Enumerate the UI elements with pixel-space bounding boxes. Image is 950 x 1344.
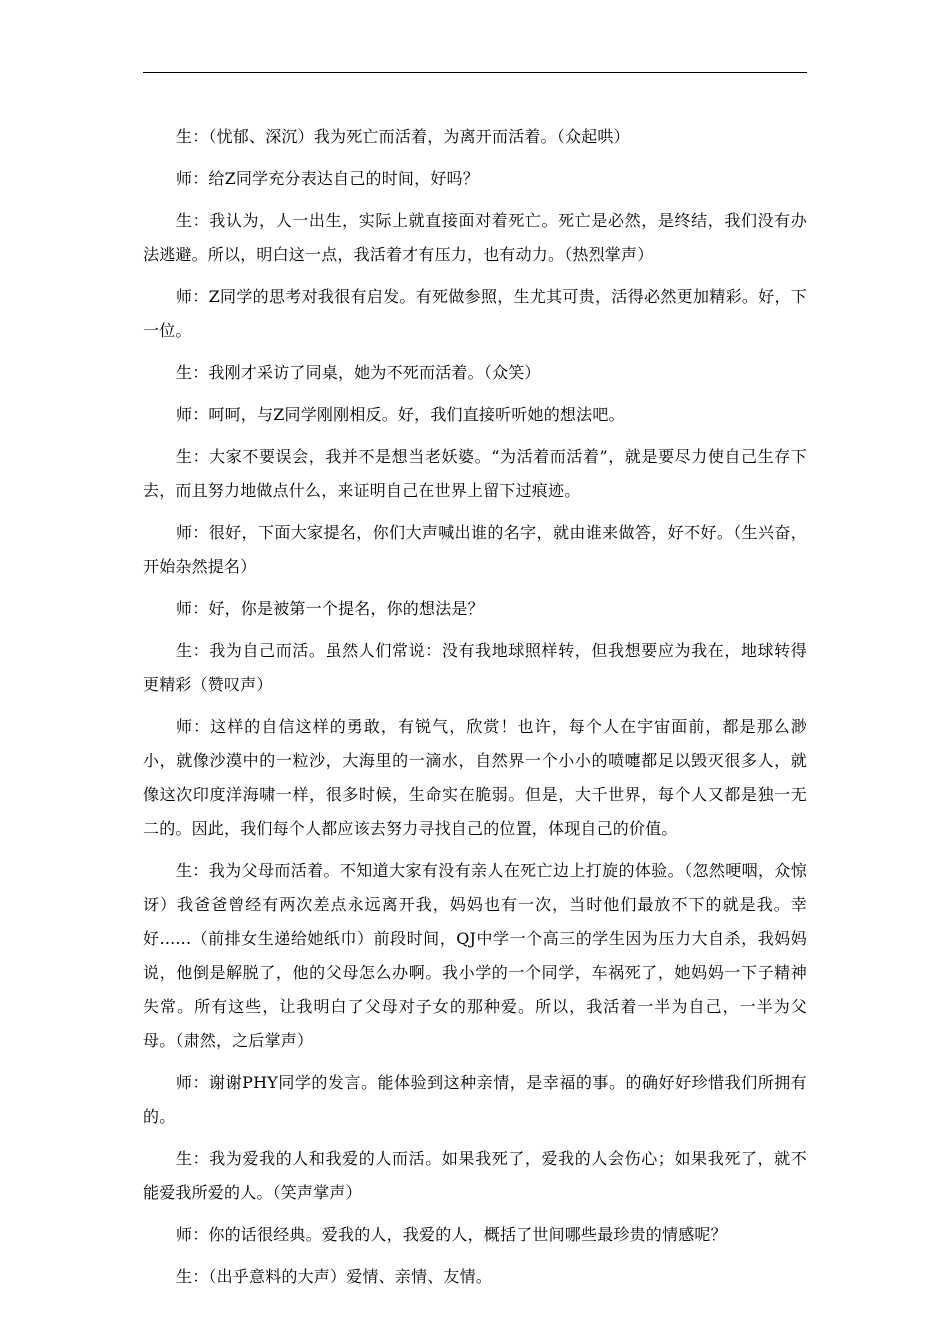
paragraph-5: 生：我刚才采访了同桌，她为不死而活着。（众笑）: [176, 363, 541, 382]
paragraph-10: 生：我为自己而活。虽然人们常说：没有我地球照样转，但我想要应为我在，地球转得更精彩（赞叹声）: [143, 641, 807, 694]
paragraph-2: 师：给Z同学充分表达自己的时间，好吗？: [176, 169, 479, 188]
paragraph-3: 生：我认为，人一出生，实际上就直接面对着死亡。死亡是必然，是终结，我们没有办法逃避。所以，明白这一点，我活着才有压力，也有动力。（热烈掌声）: [143, 211, 807, 264]
paragraph-15: 师：你的话很经典。爱我的人，我爱的人，概括了世间哪些最珍贵的情感呢？: [176, 1225, 727, 1244]
paragraph-12: 生：我为父母而活着。不知道大家有没有亲人在死亡边上打旋的体验。（忽然哽咽，众惊讶）我爸爸曾经有两次差点永远离开我，妈妈也有一次，当时他们最放不下的就是我。幸好......（前排女生递给她纸巾）前段时间，QJ中学一个高三的学生因为压力大自杀，我妈妈说，他倒是解脱了，他的父母怎么办啊。我小学的一个同学，车祸死了，她妈妈一下子精神失常。所有这些，让我明白了父母对子女的那种爱。所以，我活着一半为自己，一半为父母。（肃然，之后掌声）: [143, 861, 807, 1050]
paragraph-6: 师：呵呵，与Z同学刚刚相反。好，我们直接听听她的想法吧。: [176, 405, 625, 424]
paragraph-7: 生：大家不要误会，我并不是想当老妖婆。“为活着而活着”，就是要尽力使自己生存下去，而且努力地做点什么，来证明自己在世界上留下过痕迹。: [143, 447, 807, 500]
paragraph-13: 师：谢谢PHY同学的发言。能体验到这种亲情，是幸福的事。的确好好珍惜我们所拥有的。: [143, 1073, 807, 1126]
paragraph-8: 师：很好，下面大家提名，你们大声喊出谁的名字，就由谁来做答，好不好。（生兴奋，开始杂然提名）: [143, 523, 807, 576]
paragraph-14: 生：我为爱我的人和我爱的人而活。如果我死了，爱我的人会伤心；如果我死了，就不能爱我所爱的人。（笑声掌声）: [143, 1149, 807, 1202]
paragraph-9: 师：好，你是被第一个提名，你的想法是？: [176, 599, 484, 618]
header-rule: [143, 72, 807, 73]
paragraph-16: 生：（出乎意料的大声）爱情、亲情、友情。: [176, 1267, 493, 1286]
paragraph-4: 师：Z同学的思考对我很有启发。有死做参照，生尤其可贵，活得必然更加精彩。好，下一位。: [143, 287, 807, 340]
document-body: [143, 120, 807, 1302]
paragraph-1: 生：（忧郁、深沉）我为死亡而活着，为离开而活着。（众起哄）: [176, 127, 630, 146]
paragraph-11: 师：这样的自信这样的勇敢，有锐气，欣赏！也许，每个人在宇宙面前，都是那么渺小，就像沙漠中的一粒沙，大海里的一滴水，自然界一个小小的喷嚏都足以毁灭很多人，就像这次印度洋海啸一样，很多时候，生命实在脆弱。但是，大千世界，每个人又都是独一无二的。因此，我们每个人都应该去努力寻找自己的位置，体现自己的价值。: [143, 717, 807, 838]
